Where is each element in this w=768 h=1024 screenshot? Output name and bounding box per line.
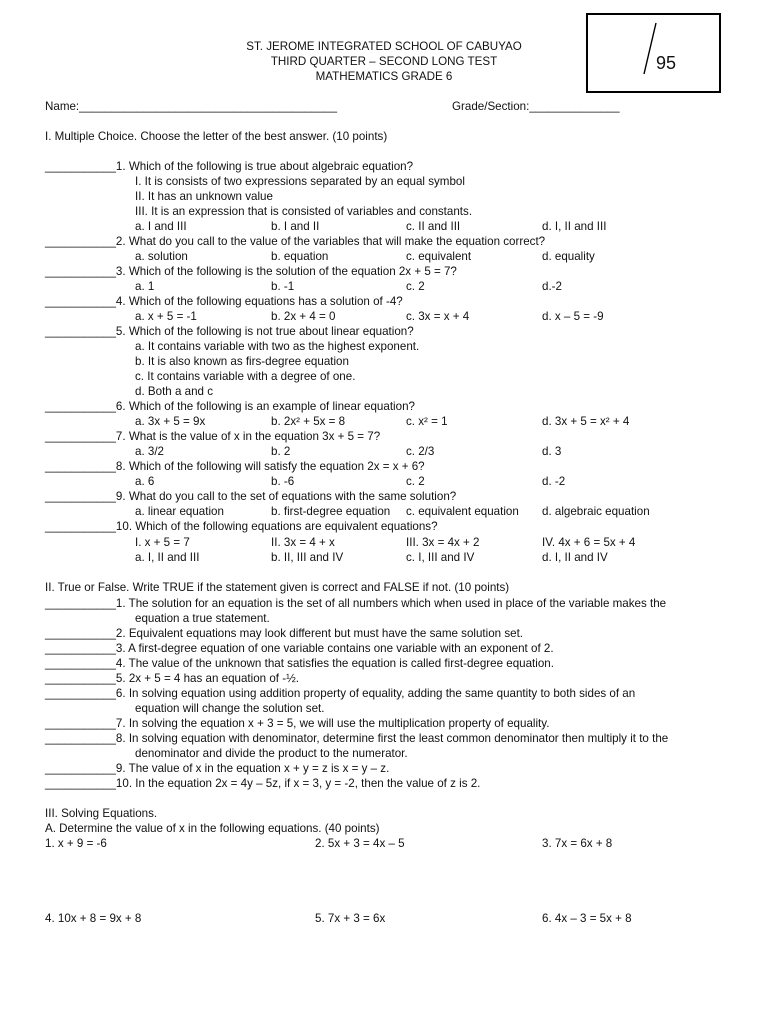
q8-choice-d: d. -2 [542, 475, 566, 488]
q10-choice-c: c. I, III and IV [406, 551, 475, 564]
q9-choice-a: a. linear equation [135, 505, 224, 518]
q6-choice-c: c. x² = 1 [406, 415, 448, 428]
q10-choice-b: b. II, III and IV [271, 551, 344, 564]
q5-choice-c: c. It contains variable with a degree of one. [135, 370, 356, 383]
q10-statement-2: II. 3x = 4 + x [271, 536, 335, 549]
problem-2: 2. 5x + 3 = 4x – 5 [315, 837, 405, 850]
q10-statement-3: III. 3x = 4x + 2 [406, 536, 480, 549]
q3-choice-b: b. -1 [271, 280, 295, 293]
tf-item-9: ___________9. The value of x in the equation x + y = z is x = y – z. [45, 762, 390, 775]
q4-choice-a: a. x + 5 = -1 [135, 310, 197, 323]
part3-heading: III. Solving Equations. [45, 807, 158, 820]
q8-choice-a: a. 6 [135, 475, 155, 488]
tf-item-5: ___________5. 2x + 5 = 4 has an equation of -½. [45, 672, 299, 685]
q7-choice-c: c. 2/3 [406, 445, 435, 458]
q9-choice-b: b. first-degree equation [271, 505, 391, 518]
q10-stem: ___________10. Which of the following equations are equivalent equations? [45, 520, 438, 533]
q1-choice-b: b. I and II [271, 220, 320, 233]
q9-choice-c: c. equivalent equation [406, 505, 519, 518]
q1-statement-2: II. It has an unknown value [135, 190, 273, 203]
tf-item-8-cont: denominator and divide the product to the numerator. [135, 747, 408, 760]
q2-choice-c: c. equivalent [406, 250, 472, 263]
q4-choice-c: c. 3x = x + 4 [406, 310, 470, 323]
q8-choice-b: b. -6 [271, 475, 295, 488]
part3-subheading: A. Determine the value of x in the following equations. (40 points) [45, 822, 380, 835]
problem-5: 5. 7x + 3 = 6x [315, 912, 386, 925]
problem-6: 6. 4x – 3 = 5x + 8 [542, 912, 632, 925]
problem-1: 1. x + 9 = -6 [45, 837, 107, 850]
q7-choice-d: d. 3 [542, 445, 562, 458]
exam-title: THIRD QUARTER – SECOND LONG TEST [270, 55, 498, 68]
q1-choice-d: d. I, II and III [542, 220, 607, 233]
tf-item-1-cont: equation a true statement. [135, 612, 270, 625]
q4-choice-d: d. x – 5 = -9 [542, 310, 604, 323]
q9-stem: ___________9. What do you call to the set of equations with the same solution? [45, 490, 457, 503]
grade-section-field[interactable]: Grade/Section:______________ [452, 100, 620, 113]
q6-choice-d: d. 3x + 5 = x² + 4 [542, 415, 630, 428]
q6-choice-b: b. 2x² + 5x = 8 [271, 415, 346, 428]
tf-item-10: ___________10. In the equation 2x = 4y – 5z, if x = 3, y = -2, then the value of z is 2. [45, 777, 481, 790]
subject-title: MATHEMATICS GRADE 6 [315, 70, 453, 83]
q10-choice-d: d. I, II and IV [542, 551, 608, 564]
tf-item-2: ___________2. Equivalent equations may look different but must have the same solution set. [45, 627, 524, 640]
q3-choice-a: a. 1 [135, 280, 155, 293]
problem-3: 3. 7x = 6x + 8 [542, 837, 613, 850]
q7-stem: ___________7. What is the value of x in the equation 3x + 5 = 7? [45, 430, 381, 443]
q4-choice-b: b. 2x + 4 = 0 [271, 310, 336, 323]
part2-heading: II. True or False. Write TRUE if the statement given is correct and FALSE if not. (10 points) [45, 581, 510, 594]
q8-choice-c: c. 2 [406, 475, 425, 488]
q10-choice-a: a. I, II and III [135, 551, 200, 564]
q2-stem: ___________2. What do you call to the value of the variables that will make the equation correct? [45, 235, 546, 248]
name-field[interactable]: Name:________________________________________ [45, 100, 338, 113]
part1-heading: I. Multiple Choice. Choose the letter of the best answer. (10 points) [45, 130, 388, 143]
q5-stem: ___________5. Which of the following is not true about linear equation? [45, 325, 414, 338]
q3-choice-d: d.-2 [542, 280, 562, 293]
tf-item-1: ___________1. The solution for an equation is the set of all numbers which when used in place of the variable makes the [45, 597, 667, 610]
q10-statement-1: I. x + 5 = 7 [135, 536, 190, 549]
q5-choice-a: a. It contains variable with two as the highest exponent. [135, 340, 420, 353]
q1-statement-1: I. It is consists of two expressions separated by an equal symbol [135, 175, 465, 188]
q2-choice-d: d. equality [542, 250, 595, 263]
tf-item-8: ___________8. In solving equation with denominator, determine first the least common denominator then multiply it to the [45, 732, 669, 745]
q5-choice-d: d. Both a and c [135, 385, 213, 398]
q1-stem: ___________1. Which of the following is true about algebraic equation? [45, 160, 414, 173]
tf-item-4: ___________4. The value of the unknown that satisfies the equation is called first-degree equation. [45, 657, 554, 670]
q2-choice-a: a. solution [135, 250, 188, 263]
q1-choice-c: c. II and III [406, 220, 461, 233]
q3-stem: ___________3. Which of the following is the solution of the equation 2x + 5 = 7? [45, 265, 457, 278]
q7-choice-b: b. 2 [271, 445, 291, 458]
q3-choice-c: c. 2 [406, 280, 425, 293]
q9-choice-d: d. algebraic equation [542, 505, 650, 518]
q4-stem: ___________4. Which of the following equations has a solution of -4? [45, 295, 403, 308]
q10-statement-4: IV. 4x + 6 = 5x + 4 [542, 536, 636, 549]
q1-choice-a: a. I and III [135, 220, 187, 233]
tf-item-7: ___________7. In solving the equation x + 3 = 5, we will use the multiplication property of equality. [45, 717, 550, 730]
school-name: ST. JEROME INTEGRATED SCHOOL OF CABUYAO [246, 40, 522, 53]
q6-choice-a: a. 3x + 5 = 9x [135, 415, 206, 428]
problem-4: 4. 10x + 8 = 9x + 8 [45, 912, 142, 925]
q7-choice-a: a. 3/2 [135, 445, 165, 458]
tf-item-6: ___________6. In solving equation using addition property of equality, adding the same quantity to both sides of an [45, 687, 636, 700]
q8-stem: ___________8. Which of the following will satisfy the equation 2x = x + 6? [45, 460, 425, 473]
tf-item-6-cont: equation will change the solution set. [135, 702, 325, 715]
tf-item-3: ___________3. A first-degree equation of one variable contains one variable with an exponent of 2. [45, 642, 554, 655]
q2-choice-b: b. equation [271, 250, 329, 263]
q1-statement-3: III. It is an expression that is consisted of variables and constants. [135, 205, 473, 218]
q5-choice-b: b. It is also known as firs-degree equation [135, 355, 349, 368]
score-total: 95 [656, 53, 677, 73]
q6-stem: ___________6. Which of the following is an example of linear equation? [45, 400, 415, 413]
